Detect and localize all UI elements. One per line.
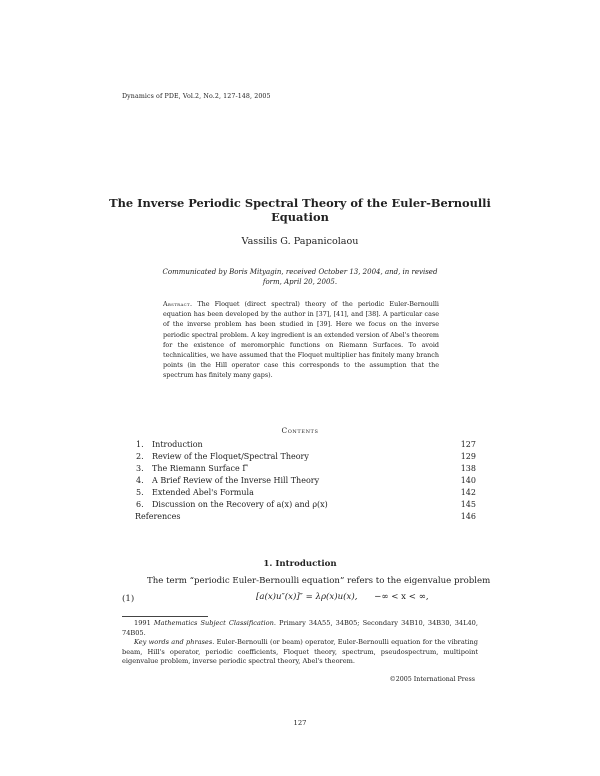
equation [256, 592, 429, 602]
copyright-notice: ©2005 International Press [389, 676, 475, 683]
toc-page: 146 [460, 512, 476, 521]
toc-title: The Riemann Surface Γ̅ [152, 464, 248, 473]
toc-number: 2. [136, 452, 144, 461]
keywords-text: Euler-Bernoulli (or beam) operator, Euler-Bernoulli equation for the vibrating beam, Hill's operator, periodic coefficients, Floquet theory, spectrum, pseudospectrum, multipoint eigenvalue problem, inverse periodic spectral theory, Abel's theorem. [122, 638, 478, 666]
toc-entry[interactable] [135, 451, 476, 463]
footnote-rule [122, 616, 208, 617]
toc-page: 142 [460, 488, 476, 497]
toc-page: 138 [460, 464, 476, 473]
toc-title: References [135, 512, 181, 521]
toc-entry[interactable] [135, 439, 476, 451]
toc-number: 6. [136, 500, 144, 509]
toc-references-entry[interactable] [135, 511, 476, 523]
toc-number: 4. [136, 476, 144, 485]
toc-entry[interactable] [135, 463, 476, 475]
toc-title: Extended Abel's Formula [152, 488, 254, 497]
toc-page: 127 [460, 440, 476, 449]
toc-title: Introduction [152, 440, 203, 449]
toc-entry[interactable] [135, 487, 476, 499]
keywords-label: Key words and phrases. [134, 638, 215, 647]
equation-number: (1) [122, 594, 135, 604]
communication-note: Communicated by Boris Mityagin, received October 13, 2004, and, in revised form, April 20, 2005. [162, 268, 438, 286]
toc-title: A Brief Review of the Inverse Hill Theory [152, 476, 320, 485]
table-of-contents [135, 439, 476, 523]
toc-entry[interactable] [135, 499, 476, 511]
msc-footnote [122, 619, 478, 638]
intro-paragraph: The term “periodic Euler-Bernoulli equation” refers to the eigenvalue problem [147, 576, 491, 586]
section-heading: 1. Introduction [263, 559, 337, 569]
journal-citation: Dynamics of PDE, Vol.2, No.2, 127-148, 2005 [122, 93, 271, 100]
contents-heading: Contents [281, 426, 319, 435]
abstract-label: Abstract. [163, 300, 193, 308]
toc-number: 5. [136, 488, 144, 497]
equation-lhs: [a(x)u″(x)]″ = λρ(x)u(x), [256, 592, 358, 602]
toc-page: 140 [460, 476, 476, 485]
msc-year: 1991 [134, 619, 151, 627]
equation-domain: −∞ < x < ∞, [374, 592, 429, 602]
paper-title: The Inverse Periodic Spectral Theory of the Euler-Bernoulli Equation [109, 196, 491, 224]
toc-page: 145 [460, 500, 476, 509]
abstract [163, 299, 439, 381]
toc-number: 3. [136, 464, 144, 473]
toc-title: Discussion on the Recovery of a(x) and ρ(x) [152, 500, 328, 509]
toc-number: 1. [136, 440, 144, 449]
author-name: Vassilis G. Papanicolaou [241, 236, 359, 247]
page-number: 127 [293, 719, 307, 727]
abstract-text: The Floquet (direct spectral) theory of the periodic Euler-Bernoulli equation has been developed by the author in [37], [41], and [38]. A particular case of the inverse problem has been studied in [39]. Here we focus on the inverse periodic spectral problem. A key ingredient is an extended version of Abel's theorem for the existence of meromorphic functions on Riemann Surfaces. To avoid technicalities, we have assumed that the Floquet multiplier has finitely many branch points (in the Hill operator case this corresponds to the assumption that the spectrum has finitely many gaps). [163, 300, 439, 380]
msc-label: Mathematics Subject Classification. [153, 619, 276, 627]
toc-title: Review of the Floquet/Spectral Theory [152, 452, 309, 461]
msc-text: Primary 34A55, 34B05; Secondary 34B10, 34B30, 34L40, 74B05. [122, 619, 478, 637]
toc-page: 129 [460, 452, 476, 461]
keywords-footnote [122, 638, 478, 667]
footnotes [122, 619, 478, 667]
toc-entry[interactable] [135, 475, 476, 487]
